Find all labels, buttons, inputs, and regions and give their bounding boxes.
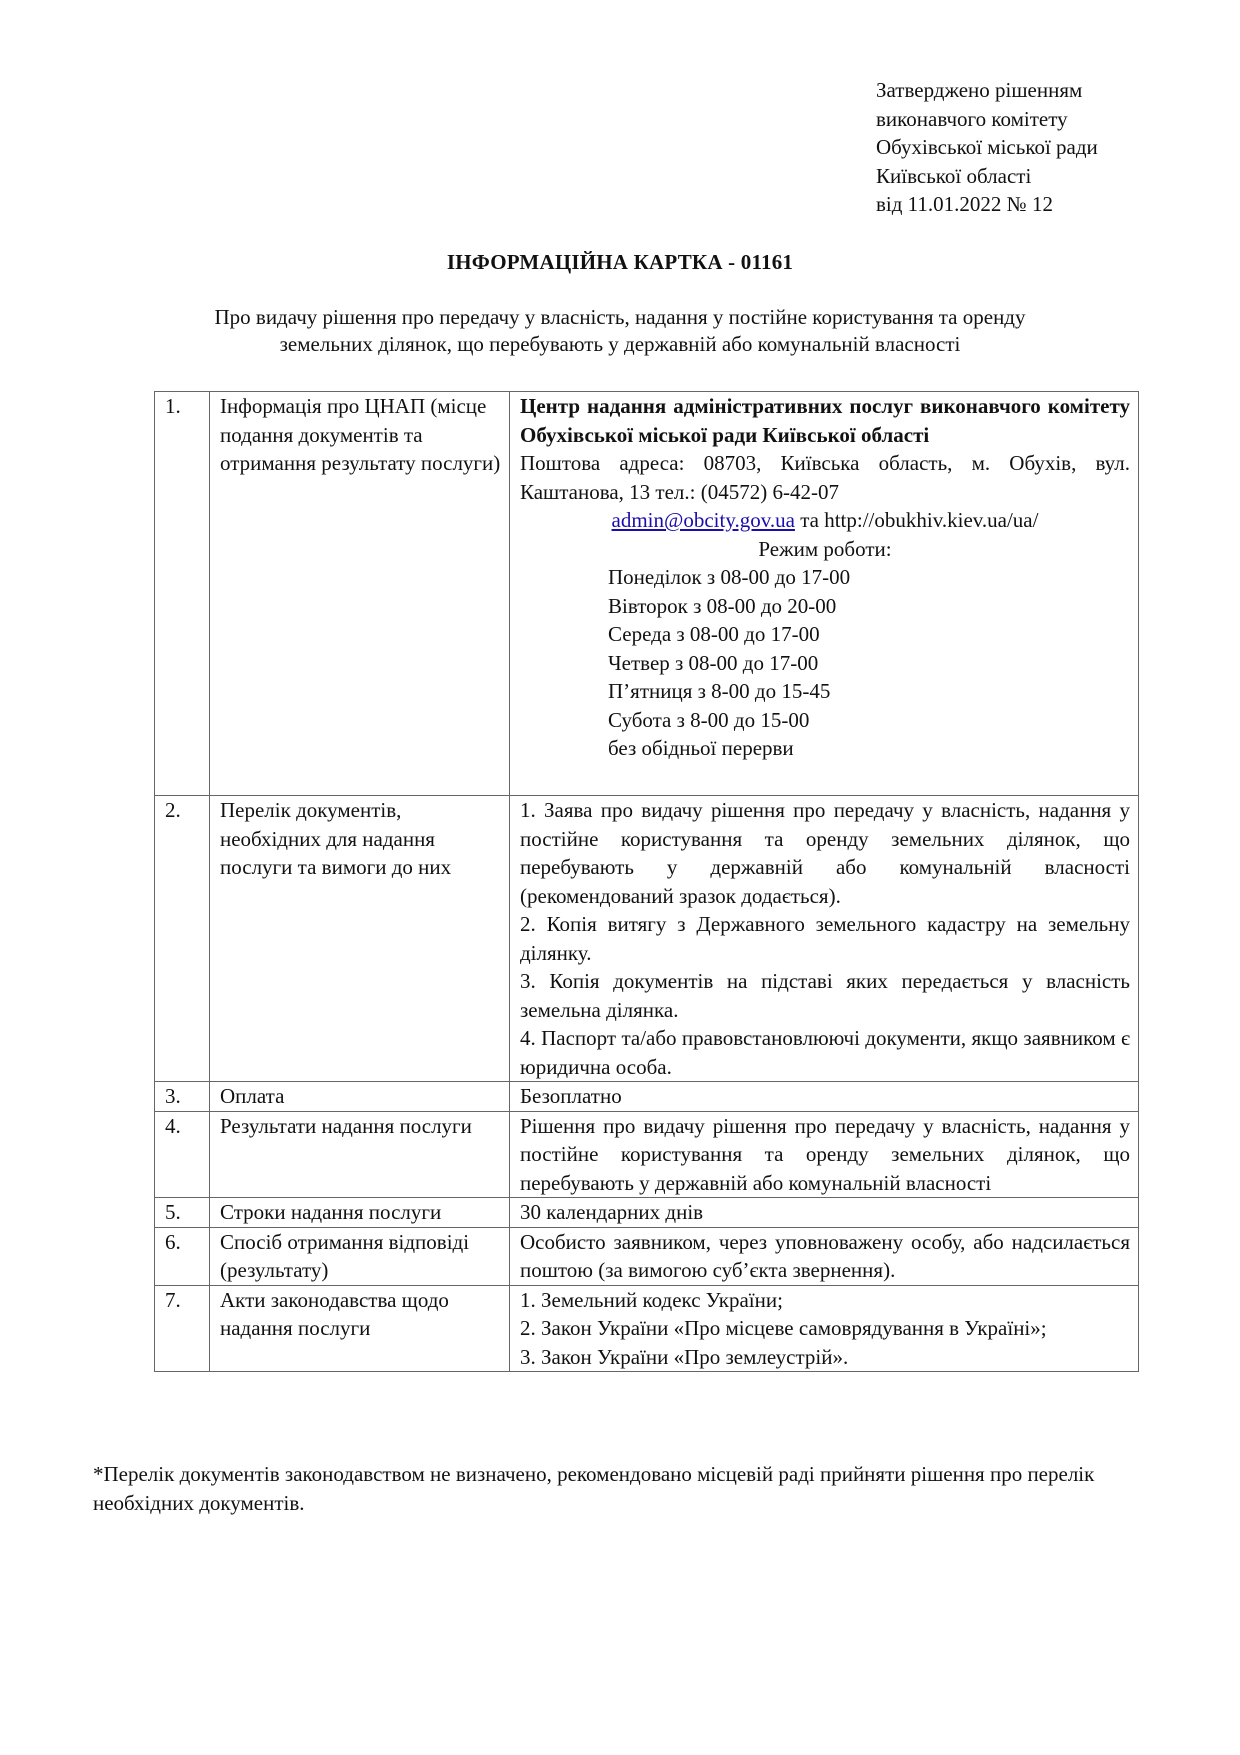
- legislation-item: 2. Закон України «Про місцеве самоврядування в Україні»;: [520, 1316, 1047, 1340]
- row-number: 6.: [155, 1227, 210, 1285]
- postal-address: Поштова адреса: 08703, Київська область, м. Обухів, вул. Каштанова, 13 тел.: (04572) 6-42-07: [520, 451, 1130, 504]
- row-value-payment: Безоплатно: [510, 1082, 1139, 1112]
- row-number: 1.: [155, 392, 210, 796]
- schedule-item: П’ятниця з 8-00 до 15-45: [608, 679, 831, 703]
- table-row: [155, 1227, 1139, 1285]
- page-title: ІНФОРМАЦІЙНА КАРТКА - 01161: [446, 250, 794, 274]
- schedule-item: Четвер з 08-00 до 17-00: [608, 650, 819, 675]
- document-item: 4. Паспорт та/або правовстановлюючі документи, якщо заявником є юридична особа.: [520, 1026, 1130, 1079]
- table-row: [155, 392, 1139, 796]
- email-link[interactable]: admin@obcity.gov.ua: [611, 508, 795, 532]
- row-value-result: Рішення про видачу рішення про передачу у власність, надання у постійне користування та оренду земельних ділянок, що перебувають у державній або комунальній власності: [510, 1111, 1139, 1198]
- subtitle-line: Про видачу рішення про передачу у власність, надання у постійне користування та оренду: [214, 305, 1026, 329]
- approval-line: Обухівської міської ради: [876, 135, 1098, 159]
- schedule-item: Понеділок з 08-00 до 17-00: [608, 565, 851, 589]
- row-value-legislation: [510, 1285, 1139, 1372]
- legislation-item: 1. Земельний кодекс України;: [520, 1287, 783, 1312]
- approval-stamp: [876, 76, 1098, 219]
- row-number: 7.: [155, 1285, 210, 1372]
- legislation-item: 3. Закон України «Про землеустрій».: [520, 1344, 849, 1369]
- row-label: Акти законодавства щодо надання послуги: [210, 1285, 510, 1372]
- table-row: [155, 1198, 1139, 1228]
- page-subtitle: [120, 304, 1120, 358]
- contacts-joiner: та: [794, 508, 825, 532]
- row-label: Спосіб отримання відповіді (результату): [210, 1227, 510, 1285]
- schedule-list: [520, 563, 1130, 763]
- document-item: 3. Копія документів на підставі яких передається у власність земельна ділянка.: [520, 969, 1130, 1022]
- schedule-item: Середа з 08-00 до 17-00: [608, 622, 820, 646]
- contacts: [520, 506, 1130, 535]
- row-number: 4.: [155, 1111, 210, 1198]
- schedule-item: Субота з 8-00 до 15-00: [608, 707, 810, 732]
- schedule-title: Режим роботи:: [758, 536, 892, 561]
- row-label: Строки надання послуги: [210, 1198, 510, 1228]
- website-text: http://obukhiv.kiev.ua/ua/: [824, 508, 1039, 532]
- row-value-term: 30 календарних днів: [510, 1198, 1139, 1228]
- table-row: [155, 1082, 1139, 1112]
- schedule-item: Вівторок з 08-00 до 20-00: [608, 593, 837, 618]
- row-label: Оплата: [210, 1082, 510, 1112]
- table-row: [155, 796, 1139, 1082]
- document-item: 1. Заява про видачу рішення про передачу у власність, надання у постійне користування та оренду земельних ділянок, що перебувають у державній або комунальній власності (рекомендований зразок додається).: [520, 798, 1130, 908]
- row-value-delivery: Особисто заявником, через уповноважену особу, або надсилається поштою (за вимогою суб’єкта звернення).: [510, 1227, 1139, 1285]
- info-card-table: [154, 391, 1139, 1372]
- row-label: Перелік документів, необхідних для надання послуги та вимоги до них: [210, 796, 510, 1082]
- subtitle-line: земельних ділянок, що перебувають у державній або комунальній власності: [279, 332, 961, 356]
- approval-line: Затверджено рішенням: [876, 78, 1083, 102]
- schedule-item: без обідньої перерви: [608, 736, 794, 760]
- row-value-cnap: [510, 392, 1139, 796]
- approval-line: від 11.01.2022 № 12: [876, 192, 1053, 216]
- row-number: 3.: [155, 1082, 210, 1112]
- row-number: 2.: [155, 796, 210, 1082]
- table-row: [155, 1111, 1139, 1198]
- approval-line: Київської області: [876, 163, 1032, 188]
- row-number: 5.: [155, 1198, 210, 1228]
- table-row: [155, 1285, 1139, 1372]
- document-item: 2. Копія витягу з Державного земельного кадастру на земельну ділянку.: [520, 912, 1130, 965]
- row-value-documents: [510, 796, 1139, 1082]
- approval-line: виконавчого комітету: [876, 106, 1068, 131]
- row-label: Результати надання послуги: [210, 1111, 510, 1198]
- row-label: Інформація про ЦНАП (місце подання документів та отримання результату послуги): [210, 392, 510, 796]
- org-name: Центр надання адміністративних послуг виконавчого комітету Обухівської міської ради Київської області: [520, 394, 1130, 447]
- footnote: *Перелік документів законодавством не визначено, рекомендовано місцевій раді прийняти рішення про перелік необхідних документів.: [93, 1462, 1095, 1515]
